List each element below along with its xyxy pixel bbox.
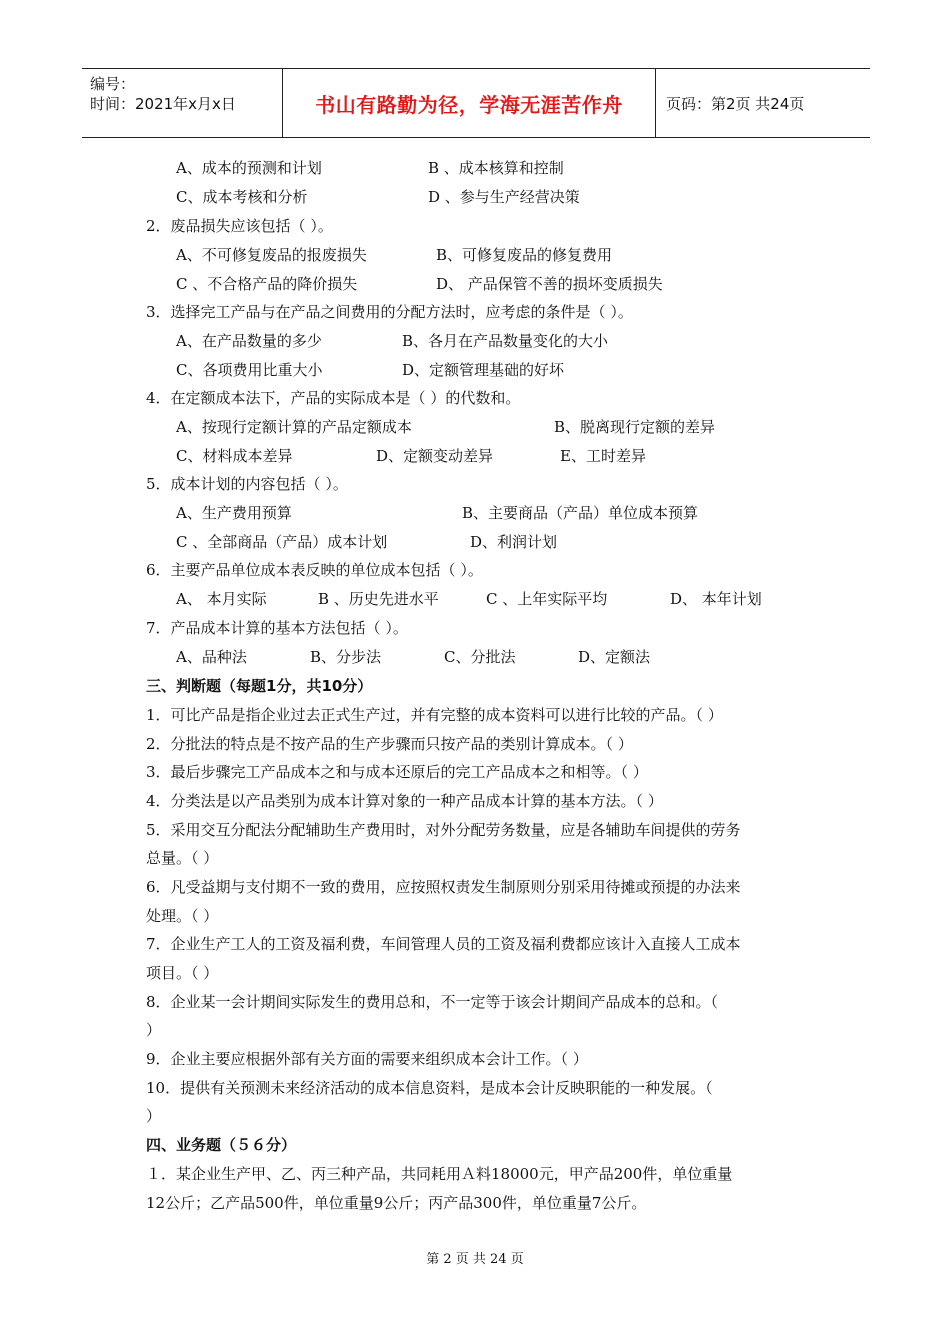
page-header	[82, 68, 870, 138]
option: D、定额管理基础的好坏	[402, 361, 565, 379]
judgment-line: 1．可比产品是指企业过去正式生产过，并有完整的成本资料可以进行比较的产品。（ ）	[146, 706, 723, 724]
option: A、成本的预测和计划	[176, 159, 322, 177]
question-7: 7．产品成本计算的基本方法包括（ ）。	[146, 619, 408, 637]
judgment-line: 9．企业主要应根据外部有关方面的需要来组织成本会计工作。（ ）	[146, 1050, 588, 1068]
option: A、生产费用预算	[176, 504, 292, 522]
judgment-line: 处理。（ ）	[146, 907, 219, 925]
option: A、在产品数量的多少	[176, 332, 322, 350]
judgment-line: ）	[146, 1107, 162, 1125]
document-number-label: 编号：	[90, 75, 136, 93]
option: C、分批法	[444, 648, 516, 666]
header-motto: 书山有路勤为径，学海无涯苦作舟	[315, 92, 623, 117]
document-date: 时间：2021年x月x日	[90, 95, 236, 113]
option: D、利润计划	[470, 533, 558, 551]
option: A、品种法	[176, 648, 247, 666]
header-meta	[82, 69, 283, 137]
option: B 、历史先进水平	[318, 590, 439, 608]
option: A、 本月实际	[176, 590, 267, 608]
question-4: 4．在定额成本法下，产品的实际成本是（ ）的代数和。	[146, 389, 521, 407]
question-6: 6．主要产品单位成本表反映的单位成本包括（ ）。	[146, 561, 483, 579]
option: B、脱离现行定额的差异	[554, 418, 716, 436]
judgment-line: 6．凡受益期与支付期不一致的费用，应按照权责发生制原则分别采用待摊或预提的办法来	[146, 878, 741, 896]
judgment-line: 3．最后步骤完工产品成本之和与成本还原后的完工产品成本之和相等。（ ）	[146, 763, 648, 781]
judgment-line: 总量。（ ）	[146, 849, 219, 867]
option: C、材料成本差异	[176, 447, 293, 465]
option: E、工时差异	[560, 447, 646, 465]
judgment-line: 8．企业某一会计期间实际发生的费用总和，不一定等于该会计期间产品成本的总和。（	[146, 993, 719, 1011]
question-2: 2．废品损失应该包括（ ）。	[146, 217, 333, 235]
judgment-line: 4．分类法是以产品类别为成本计算对象的一种产品成本计算的基本方法。（ ）	[146, 792, 663, 810]
judgment-line: ）	[146, 1021, 162, 1039]
header-page-info: 页码：第2页 共24页	[666, 94, 805, 113]
option: D、 本年计划	[670, 590, 762, 608]
question-3: 3．选择完工产品与在产品之间费用的分配方法时，应考虑的条件是（ ）。	[146, 303, 633, 321]
option: B 、成本核算和控制	[428, 159, 564, 177]
page-footer: 第 2 页 共 24 页	[426, 1252, 524, 1267]
option: C、成本考核和分析	[176, 188, 308, 206]
option: C 、上年实际平均	[486, 590, 608, 608]
option: D 、参与生产经营决策	[428, 188, 580, 206]
option: D、定额变动差异	[376, 447, 494, 465]
option: B、分步法	[310, 648, 382, 666]
problem-line: １．某企业生产甲、乙、丙三种产品，共同耗用Ａ料18000元，甲产品200件，单位重量	[146, 1165, 733, 1183]
question-5: 5．成本计划的内容包括（ ）。	[146, 475, 348, 493]
option: D、 产品保管不善的损坏变质损失	[436, 275, 663, 293]
judgment-line: 7．企业生产工人的工资及福利费，车间管理人员的工资及福利费都应该计入直接人工成本	[146, 935, 741, 953]
problem-line: 12公斤；乙产品500件，单位重量9公斤；丙产品300件，单位重量7公斤。	[146, 1194, 647, 1212]
option: B、各月在产品数量变化的大小	[402, 332, 609, 350]
option: B、可修复废品的修复费用	[436, 246, 613, 264]
option: C 、全部商品（产品）成本计划	[176, 533, 388, 551]
header-motto-cell	[283, 69, 656, 137]
option: A、不可修复废品的报废损失	[176, 246, 367, 264]
option: A、按现行定额计算的产品定额成本	[176, 418, 412, 436]
judgment-line: 2．分批法的特点是不按产品的生产步骤而只按产品的类别计算成本。（ ）	[146, 735, 633, 753]
judgment-line: 10．提供有关预测未来经济活动的成本信息资料，是成本会计反映职能的一种发展。（	[146, 1079, 713, 1097]
judgment-line: 5．采用交互分配法分配辅助生产费用时，对外分配劳务数量，应是各辅助车间提供的劳务	[146, 821, 741, 839]
option: C、各项费用比重大小	[176, 361, 323, 379]
judgment-line: 项目。（ ）	[146, 964, 219, 982]
option: C 、不合格产品的降价损失	[176, 275, 358, 293]
section-4-title: 四、业务题（５６分）	[146, 1136, 297, 1154]
section-3-title: 三、判断题（每题1分，共10分）	[146, 677, 373, 695]
option: B、主要商品（产品）单位成本预算	[462, 504, 699, 522]
option: D、定额法	[578, 648, 651, 666]
